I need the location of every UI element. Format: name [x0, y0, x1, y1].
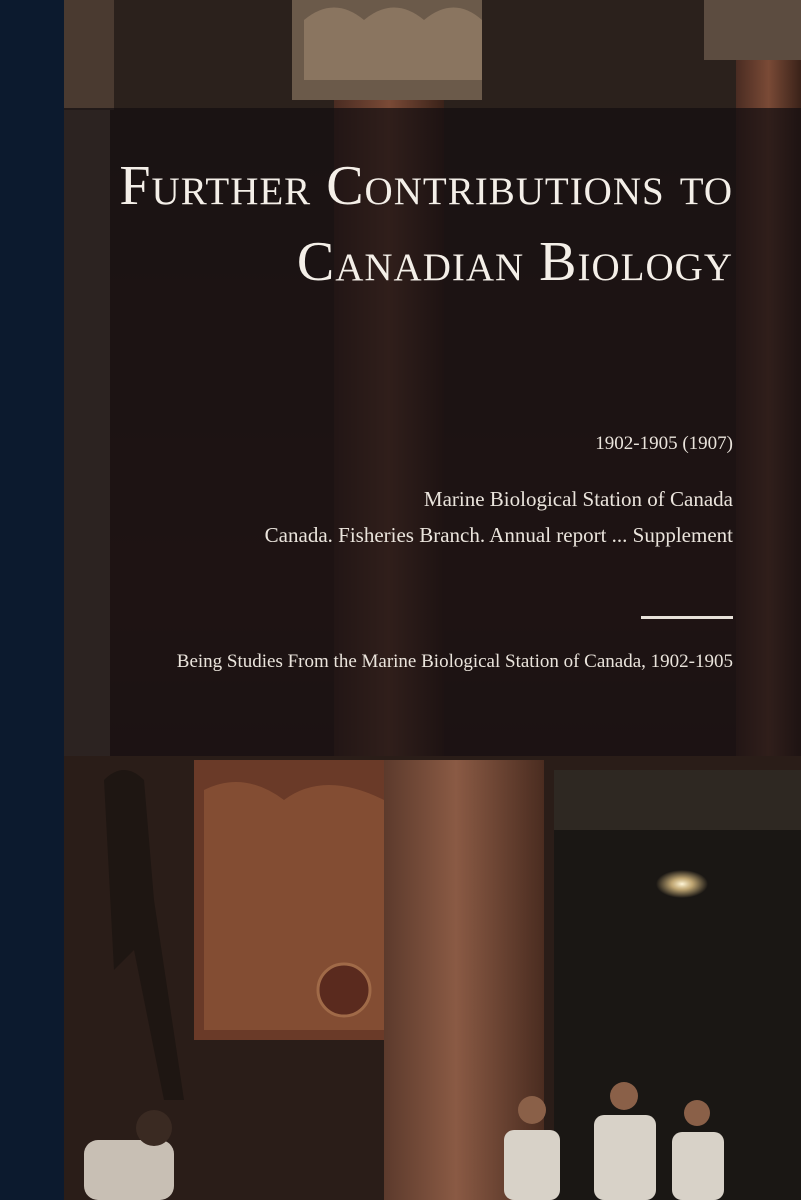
divider-rule: [641, 616, 733, 619]
book-subtitle: Being Studies From the Marine Biological Station of Canada, 1902-1905: [176, 651, 733, 672]
series-name: Canada. Fisheries Branch. Annual report ... Supplement: [264, 523, 733, 547]
author-name: Marine Biological Station of Canada: [423, 487, 733, 511]
book-title: Further Contributions to Canadian Biology: [119, 155, 733, 293]
cover-spine-band: [0, 0, 64, 1200]
volume-years: 1902-1905 (1907): [595, 433, 733, 454]
